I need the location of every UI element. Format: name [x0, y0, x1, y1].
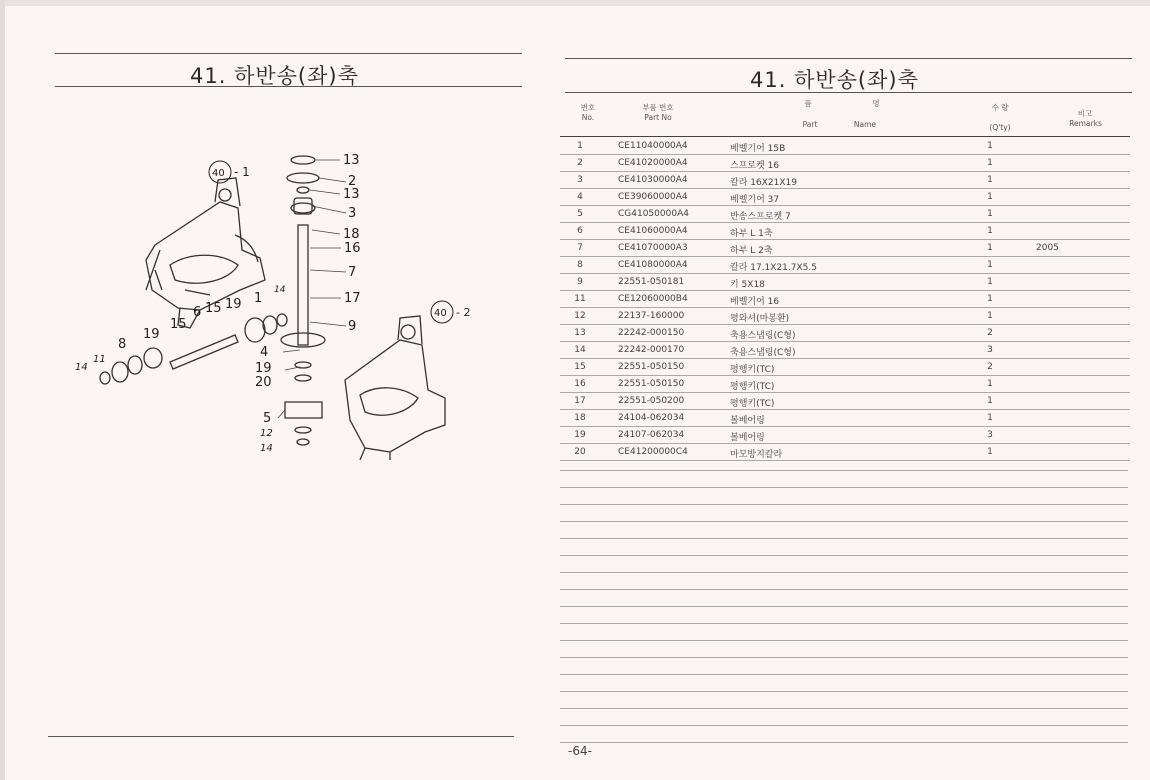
ruled-line [560, 657, 1128, 658]
ruled-line [560, 470, 1128, 471]
row-part-name: 스프로켓 16 [730, 161, 780, 171]
table-row [560, 342, 1130, 359]
row-quantity: 1 [987, 158, 993, 168]
row-number: 6 [577, 226, 583, 236]
row-number: 11 [574, 294, 586, 304]
ruled-line [560, 725, 1128, 726]
row-part-number: CE41070000A3 [618, 243, 688, 253]
svg-text:19: 19 [143, 327, 160, 342]
row-quantity: 1 [987, 175, 993, 185]
svg-text:18: 18 [343, 227, 360, 242]
callout-labels [75, 153, 470, 454]
table-row [560, 274, 1130, 291]
ruled-line [560, 504, 1128, 505]
header-name-en-2: Name [853, 120, 877, 129]
row-part-number: 22551-050181 [618, 277, 685, 287]
row-number: 12 [574, 311, 586, 321]
ruled-line [560, 538, 1128, 539]
ruled-line [560, 640, 1128, 641]
row-part-number: 22137-160000 [618, 311, 685, 321]
page-number: -64- [568, 744, 592, 758]
svg-text:5: 5 [263, 411, 272, 426]
table-row [560, 172, 1130, 189]
header-qty-en: (Q'ty) [989, 123, 1011, 132]
svg-text:6: 6 [193, 305, 202, 320]
svg-text:19: 19 [255, 361, 272, 376]
row-number: 13 [574, 328, 586, 338]
header-remarks-ko: 비고 [1077, 109, 1093, 118]
row-number: 15 [574, 362, 586, 372]
svg-text:17: 17 [344, 291, 361, 306]
row-number: 18 [574, 413, 586, 423]
row-quantity: 1 [987, 141, 993, 151]
row-part-name: 칼라 16X21X19 [730, 178, 797, 188]
ruled-line [560, 487, 1128, 488]
table-row [560, 291, 1130, 308]
row-part-number: 22242-000170 [618, 345, 685, 355]
row-number: 5 [577, 209, 583, 219]
row-number: 17 [574, 396, 586, 406]
table-row [560, 189, 1130, 206]
svg-text:19: 19 [225, 297, 242, 312]
svg-text:15: 15 [205, 301, 222, 316]
row-part-name: 베벨기어 15B [730, 144, 786, 154]
row-quantity: 1 [987, 447, 993, 457]
table-row [560, 359, 1130, 376]
row-number: 16 [574, 379, 586, 389]
row-part-name: 평행키(TC) [730, 399, 775, 409]
svg-text:3: 3 [348, 206, 357, 221]
svg-text:15: 15 [170, 317, 187, 332]
row-quantity: 2 [987, 328, 993, 338]
header-qty-ko: 수 량 [991, 103, 1009, 112]
housing-2 [345, 316, 445, 460]
row-part-name: 키 5X18 [730, 280, 765, 290]
row-quantity: 1 [987, 396, 993, 406]
row-part-number: 22551-050150 [618, 379, 685, 389]
row-number: 1 [577, 141, 583, 151]
row-part-name: 볼베어링 [730, 416, 765, 426]
row-quantity: 1 [987, 209, 993, 219]
row-part-number: 22551-050200 [618, 396, 685, 406]
row-number: 7 [577, 243, 583, 253]
row-part-name: 평행키(TC) [730, 365, 775, 375]
row-number: 4 [577, 192, 583, 202]
right-page-title: 41. 하반송(좌)축 [750, 68, 919, 92]
row-part-name: 하부 L 1축 [730, 229, 773, 239]
left-page-title: 41. 하반송(좌)축 [190, 64, 359, 88]
row-part-number: CE11040000A4 [618, 141, 688, 151]
row-part-number: 24104-062034 [618, 413, 685, 423]
ruled-line [560, 572, 1128, 573]
svg-text:1: 1 [254, 291, 263, 306]
svg-text:9: 9 [348, 319, 357, 334]
header-partno-ko: 부품 번호 [642, 103, 674, 112]
row-number: 2 [577, 158, 583, 168]
table-row [560, 138, 1130, 155]
table-row [560, 427, 1130, 444]
header-name-ko-2: 명 [872, 99, 880, 108]
row-quantity: 1 [987, 311, 993, 321]
svg-text:- 2: - 2 [456, 306, 471, 319]
table-row [560, 223, 1130, 240]
header-no-ko: 번호 [580, 103, 596, 112]
ruled-line [560, 521, 1128, 522]
ruled-line [560, 555, 1128, 556]
header-name-en-1: Part [802, 120, 818, 129]
row-part-number: CE41200000C4 [618, 447, 688, 457]
row-part-name: 마모방지칼라 [730, 450, 783, 460]
row-part-name: 베벨기어 37 [730, 195, 780, 205]
row-part-number: CE41020000A4 [618, 158, 688, 168]
row-number: 19 [574, 430, 586, 440]
left-page [0, 0, 540, 780]
row-part-name: 칼라 17.1X21.7X5.5 [730, 263, 817, 273]
row-part-name: 축용스냅링(C형) [730, 331, 796, 341]
row-part-number: CE41060000A4 [618, 226, 688, 236]
row-quantity: 2 [987, 362, 993, 372]
left-page-bottom-rule [48, 736, 514, 737]
row-quantity: 1 [987, 192, 993, 202]
header-no-en: No. [581, 113, 595, 122]
svg-text:11: 11 [93, 354, 106, 365]
row-quantity: 1 [987, 226, 993, 236]
row-quantity: 1 [987, 294, 993, 304]
row-quantity: 3 [987, 430, 993, 440]
table-row [560, 308, 1130, 325]
row-part-number: CE39060000A4 [618, 192, 688, 202]
row-number: 8 [577, 260, 583, 270]
row-divider [560, 460, 1130, 461]
svg-text:14: 14 [75, 362, 88, 373]
row-remarks: 2005 [1036, 243, 1059, 253]
right-title-rule-top [565, 58, 1132, 59]
callout-40-2: 40 [434, 308, 447, 319]
svg-text:13: 13 [343, 187, 360, 202]
exploded-parts-diagram [60, 140, 480, 460]
svg-text:- 1: - 1 [234, 165, 250, 179]
row-part-name: 평와셔(마봉환) [730, 314, 790, 324]
row-quantity: 1 [987, 379, 993, 389]
row-quantity: 1 [987, 413, 993, 423]
ruled-line [560, 606, 1128, 607]
row-quantity: 1 [987, 243, 993, 253]
title-rule-bottom [55, 86, 522, 87]
row-part-number: CE41080000A4 [618, 260, 688, 270]
row-part-name: 하부 L 2축 [730, 246, 773, 256]
row-part-name: 평행키(TC) [730, 382, 775, 392]
ruled-line [560, 691, 1128, 692]
row-part-name: 볼베어링 [730, 433, 765, 443]
row-part-number: CG41050000A4 [618, 209, 689, 219]
row-quantity: 3 [987, 345, 993, 355]
row-quantity: 1 [987, 260, 993, 270]
svg-text:4: 4 [260, 345, 269, 360]
svg-text:14: 14 [260, 443, 273, 454]
row-part-number: CE41030000A4 [618, 175, 688, 185]
table-row [560, 155, 1130, 172]
svg-text:13: 13 [343, 153, 360, 168]
table-row [560, 257, 1130, 274]
svg-text:2: 2 [348, 174, 357, 189]
header-rule [560, 136, 1130, 137]
table-row [560, 376, 1130, 393]
svg-text:12: 12 [260, 428, 273, 439]
callout-40-1: 40 [212, 168, 225, 179]
row-number: 3 [577, 175, 583, 185]
header-partno-en: Part No [644, 113, 672, 122]
header-remarks-en: Remarks [1069, 119, 1102, 128]
ruled-line [560, 742, 1128, 743]
svg-text:14: 14 [274, 285, 286, 295]
svg-text:8: 8 [118, 337, 127, 352]
row-number: 20 [574, 447, 586, 457]
row-part-name: 축용스냅링(C형) [730, 348, 796, 358]
row-number: 9 [577, 277, 583, 287]
ruled-line [560, 674, 1128, 675]
row-number: 14 [574, 345, 586, 355]
ruled-line [560, 708, 1128, 709]
row-part-name: 반송스프로켓 7 [730, 212, 791, 222]
row-part-number: 22551-050150 [618, 362, 685, 372]
table-row [560, 325, 1130, 342]
row-part-number: 24107-062034 [618, 430, 685, 440]
svg-text:7: 7 [348, 265, 357, 280]
table-row [560, 444, 1130, 461]
row-part-number: 22242-000150 [618, 328, 685, 338]
header-name-ko-1: 품 [804, 99, 812, 108]
row-part-number: CE12060000B4 [618, 294, 688, 304]
table-row [560, 240, 1130, 257]
svg-text:16: 16 [344, 241, 361, 256]
ruled-line [560, 623, 1128, 624]
table-row [560, 393, 1130, 410]
title-rule-top [55, 53, 522, 54]
table-row [560, 410, 1130, 427]
right-page [540, 0, 1150, 780]
row-part-name: 베벨기어 16 [730, 297, 780, 307]
right-title-rule-bottom [565, 92, 1132, 93]
svg-text:20: 20 [255, 375, 272, 390]
row-quantity: 1 [987, 277, 993, 287]
ruled-line [560, 589, 1128, 590]
table-row [560, 206, 1130, 223]
